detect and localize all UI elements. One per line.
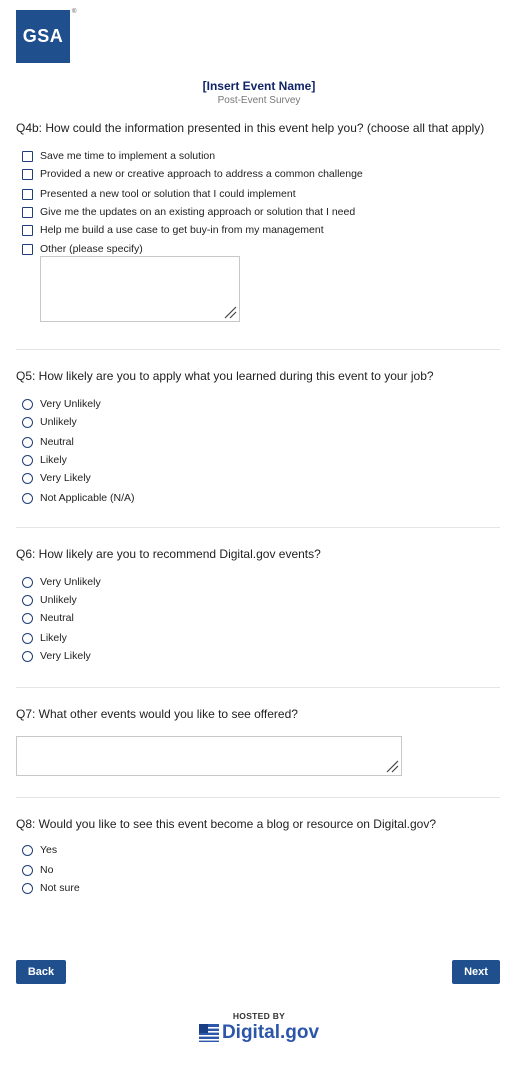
q6-option-unlikely[interactable] <box>22 593 77 607</box>
survey-header <box>0 78 518 108</box>
radio-button[interactable] <box>22 577 33 588</box>
digital-gov-logo[interactable] <box>199 1022 319 1044</box>
option-label: Save me time to implement a solution <box>40 150 216 162</box>
option-label: Not sure <box>40 882 80 894</box>
q8-question: Q8: Would you like to see this event become a blog or resource on Digital.gov? <box>16 817 437 831</box>
gsa-logo <box>16 10 70 63</box>
q4b-other-textarea[interactable] <box>40 256 240 322</box>
q5-option-na[interactable] <box>22 491 135 505</box>
q6-option-likely[interactable] <box>22 631 67 645</box>
q5-option-likely[interactable] <box>22 453 67 467</box>
option-label: Neutral <box>40 436 74 448</box>
event-name: [Insert Event Name] <box>202 79 316 93</box>
checkbox[interactable] <box>22 151 33 162</box>
hosted-by-footer <box>0 1011 518 1047</box>
radio-button[interactable] <box>22 493 33 504</box>
section-divider <box>16 527 500 528</box>
radio-button[interactable] <box>22 399 33 410</box>
q6-question: Q6: How likely are you to recommend Digital.gov events? <box>16 547 321 561</box>
q5-option-unlikely[interactable] <box>22 415 77 429</box>
q8-option-no[interactable] <box>22 863 53 877</box>
option-label: Help me build a use case to get buy-in from my management <box>40 224 324 236</box>
checkbox[interactable] <box>22 225 33 236</box>
option-label: Presented a new tool or solution that I could implement <box>40 188 296 200</box>
radio-button[interactable] <box>22 417 33 428</box>
radio-button[interactable] <box>22 633 33 644</box>
q4b-option-other[interactable] <box>22 242 143 256</box>
radio-button[interactable] <box>22 651 33 662</box>
option-label: Unlikely <box>40 416 77 428</box>
radio-button[interactable] <box>22 595 33 606</box>
q4b-question: Q4b: How could the information presented in this event help you? (choose all that apply) <box>16 121 485 135</box>
option-label: Other (please specify) <box>40 243 143 255</box>
radio-button[interactable] <box>22 613 33 624</box>
survey-subtitle: Post-Event Survey <box>217 95 301 106</box>
resize-handle-icon[interactable] <box>223 305 237 319</box>
q7-textarea[interactable] <box>16 736 402 776</box>
q4b-option-4[interactable] <box>22 205 355 219</box>
option-label: Very Likely <box>40 650 91 662</box>
digital-gov-text: Digital.gov <box>221 1022 320 1043</box>
q8-option-not-sure[interactable] <box>22 881 80 895</box>
option-label: Give me the updates on an existing approach or solution that I need <box>40 206 356 218</box>
checkbox[interactable] <box>22 169 33 180</box>
checkbox[interactable] <box>22 207 33 218</box>
q5-option-very-likely[interactable] <box>22 471 91 485</box>
radio-button[interactable] <box>22 845 33 856</box>
option-label: Yes <box>40 844 58 856</box>
option-label: Neutral <box>40 612 74 624</box>
option-label: Not Applicable (N/A) <box>40 492 135 504</box>
q5-question: Q5: How likely are you to apply what you learned during this event to your job? <box>16 369 434 383</box>
q5-option-neutral[interactable] <box>22 435 74 449</box>
q4b-option-1[interactable] <box>22 149 215 163</box>
gsa-logo-text: GSA <box>22 26 64 46</box>
radio-button[interactable] <box>22 455 33 466</box>
flag-icon <box>199 1024 219 1042</box>
option-label: Provided a new or creative approach to address a common challenge <box>40 168 363 180</box>
option-label: Unlikely <box>40 594 77 606</box>
q6-option-very-unlikely[interactable] <box>22 575 101 589</box>
q6-option-very-likely[interactable] <box>22 649 91 663</box>
q7-question: Q7: What other events would you like to see offered? <box>16 707 298 721</box>
next-button[interactable]: Next <box>452 960 500 984</box>
q4b-option-3[interactable] <box>22 187 296 201</box>
radio-button[interactable] <box>22 883 33 894</box>
radio-button[interactable] <box>22 473 33 484</box>
option-label: Very Unlikely <box>40 576 101 588</box>
option-label: Very Likely <box>40 472 91 484</box>
option-label: Likely <box>40 454 67 466</box>
radio-button[interactable] <box>22 437 33 448</box>
section-divider <box>16 349 500 350</box>
option-label: Very Unlikely <box>40 398 101 410</box>
resize-handle-icon[interactable] <box>385 759 399 773</box>
radio-button[interactable] <box>22 865 33 876</box>
registered-mark: ® <box>72 9 77 15</box>
section-divider <box>16 797 500 798</box>
q4b-option-5[interactable] <box>22 223 324 237</box>
checkbox[interactable] <box>22 189 33 200</box>
option-label: No <box>40 864 54 876</box>
q8-option-yes[interactable] <box>22 843 57 857</box>
checkbox[interactable] <box>22 244 33 255</box>
q5-option-very-unlikely[interactable] <box>22 397 101 411</box>
back-button[interactable]: Back <box>16 960 66 984</box>
option-label: Likely <box>40 632 67 644</box>
q6-option-neutral[interactable] <box>22 611 74 625</box>
section-divider <box>16 687 500 688</box>
q4b-option-2[interactable] <box>22 167 363 181</box>
hosted-by-label: HOSTED BY <box>232 1011 286 1021</box>
